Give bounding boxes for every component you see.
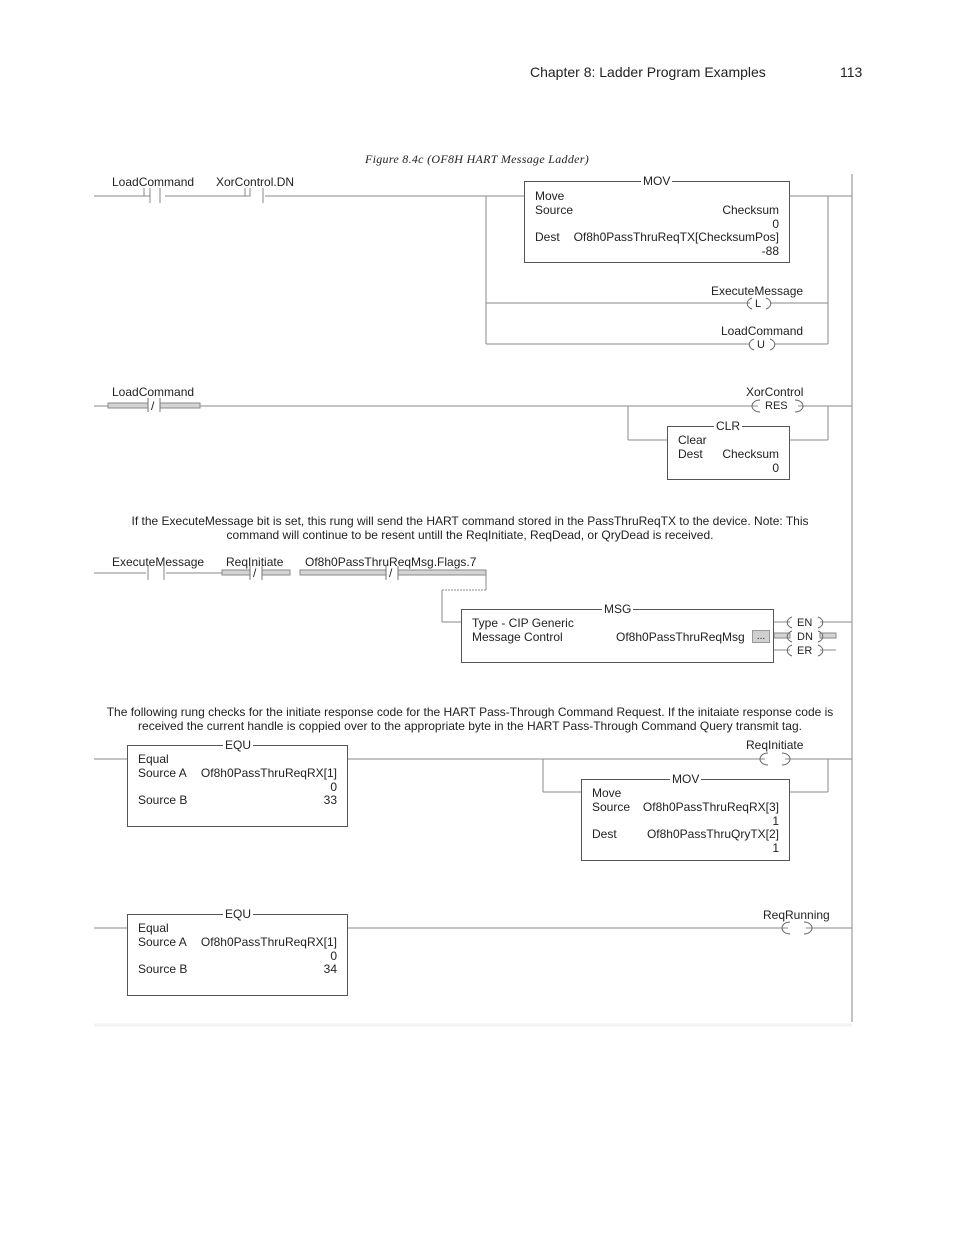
output-dn: DN (797, 631, 813, 643)
coil-unlatch-symbol: U (757, 339, 765, 351)
contact-flags7: Of8h0PassThruReqMsg.Flags.7 (305, 555, 477, 569)
coil-reqinitiate-tag: ReqInitiate (746, 738, 804, 752)
contact-reqinitiate: ReqInitiate (226, 555, 284, 569)
clr-name: Clear (678, 433, 707, 447)
rung3-comment-line2: command will continue to be resent untill the ReqInitiate, ReqDead, or QryDead is received. (226, 528, 714, 542)
coil-executemessage-tag: ExecuteMessage (711, 284, 804, 298)
contact-loadcommand: LoadCommand (112, 175, 195, 189)
contact-loadcommand-nc: LoadCommand (112, 385, 195, 399)
mov-dest-tag: Of8h0PassThruReqTX[ChecksumPos] (573, 230, 779, 244)
rung4-comment-line1: The following rung checks for the initiate response code for the HART Pass-Through Command Request. If the initaiate response code is (106, 705, 834, 719)
mov-instruction-2 (581, 772, 790, 861)
coil-xorcontrol-tag: XorControl (746, 385, 804, 399)
mov2-dest-label: Dest (592, 827, 617, 841)
equ2-source-a-value: 0 (330, 949, 337, 963)
clr-title: CLR (716, 419, 741, 433)
mov-instruction-1 (524, 174, 790, 263)
equ-source-b-value: 33 (323, 793, 337, 807)
equ2-source-a-tag: Of8h0PassThruReqRX[1] (200, 935, 337, 949)
mov2-source-value: 1 (772, 814, 779, 828)
equ-source-a-value: 0 (330, 780, 337, 794)
equ-title: EQU (225, 738, 252, 752)
msg-config-button[interactable]: ... (752, 630, 770, 643)
equ2-title: EQU (225, 907, 252, 921)
mov2-source-label: Source (592, 800, 631, 814)
output-en: EN (797, 617, 813, 629)
nc-symbol-reqinitiate: / (253, 566, 257, 580)
mov2-title: MOV (672, 772, 700, 786)
equ-name: Equal (138, 752, 169, 766)
mov-source-value: 0 (772, 217, 779, 231)
equ2-source-a-label: Source A (138, 935, 187, 949)
msg-instruction (461, 602, 774, 663)
equ2-name: Equal (138, 921, 169, 935)
msg-type: Type - CIP Generic (472, 616, 574, 630)
nc-symbol: / (151, 399, 155, 413)
page-number: 113 (840, 64, 863, 80)
msg-title: MSG (604, 602, 632, 616)
output-er: ER (797, 645, 813, 657)
clr-dest-tag: Checksum (722, 447, 779, 461)
coil-reqrunning-tag: ReqRunning (763, 908, 830, 922)
figure-caption: Figure 8.4c (OF8H HART Message Ladder) (364, 152, 590, 166)
rung4-comment-line2: received the current handle is coppied over to the appropriate byte in the HART Pass-Through Command Query transmit tag. (138, 719, 802, 733)
clr-instruction (667, 419, 790, 480)
contact-xorcontrol-dn: XorControl.DN (216, 175, 295, 189)
mov2-dest-tag: Of8h0PassThruQryTX[2] (646, 827, 779, 841)
equ2-source-b-value: 34 (323, 962, 337, 976)
mov2-name: Move (592, 786, 622, 800)
mov2-source-tag: Of8h0PassThruReqRX[3] (642, 800, 779, 814)
equ-source-a-tag: Of8h0PassThruReqRX[1] (200, 766, 337, 780)
mov-name: Move (535, 189, 565, 203)
nc-symbol-flags7: / (389, 566, 393, 580)
coil-loadcommand-tag: LoadCommand (721, 324, 804, 338)
coil-latch-symbol: L (755, 298, 762, 310)
msg-control-label: Message Control (472, 630, 563, 644)
equ-instruction-1 (127, 738, 348, 827)
contact-executemessage: ExecuteMessage (112, 555, 205, 569)
chapter-title: Chapter 8: Ladder Program Examples (530, 64, 766, 80)
mov-dest-value: -88 (761, 244, 779, 258)
mov2-dest-value: 1 (772, 841, 779, 855)
coil-reset-symbol: RES (765, 400, 788, 412)
equ2-source-b-label: Source B (138, 962, 188, 976)
equ-source-a-label: Source A (138, 766, 187, 780)
equ-instruction-2 (127, 907, 348, 996)
rung3-comment-line1: If the ExecuteMessage bit is set, this rung will send the HART command stored in the PassThruReqTX to the device. Note: This (131, 514, 809, 528)
clr-dest-value: 0 (772, 461, 779, 475)
equ-source-b-label: Source B (138, 793, 188, 807)
mov-source-label: Source (535, 203, 574, 217)
mov-dest-label: Dest (535, 230, 560, 244)
mov-source-tag: Checksum (722, 203, 779, 217)
mov-title: MOV (643, 174, 671, 188)
clr-dest-label: Dest (678, 447, 703, 461)
msg-control-tag: Of8h0PassThruReqMsg (616, 630, 745, 644)
